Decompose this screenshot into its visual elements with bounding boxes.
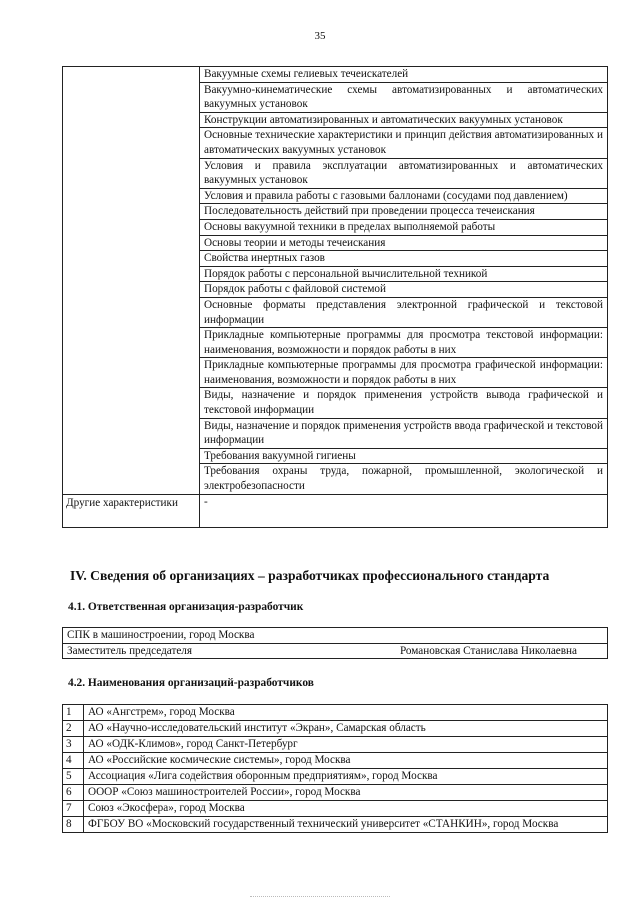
other-characteristics-row — [63, 494, 608, 527]
section-heading: IV. Сведения об организациях – разработчиках профессионального стандарта — [70, 568, 550, 583]
representative-position: Заместитель председателя — [63, 643, 274, 659]
developer-name: АО «Ангстрем», город Москва — [84, 705, 608, 721]
developer-row — [63, 769, 608, 785]
developer-name: ОООР «Союз машиностроителей России», город Москва — [84, 785, 608, 801]
scan-artifact-line — [250, 896, 390, 898]
knowledge-item: Основные форматы представления электронной графической и текстовой информации — [200, 297, 608, 327]
knowledge-item: Свойства инертных газов — [200, 251, 608, 267]
developer-row — [63, 721, 608, 737]
knowledge-table — [62, 66, 608, 528]
knowledge-item: Последовательность действий при проведении процесса течеискания — [200, 204, 608, 220]
developer-name: АО «ОДК-Климов», город Санкт-Петербург — [84, 737, 608, 753]
developer-number: 3 — [63, 737, 84, 753]
knowledge-table-body — [63, 67, 608, 528]
developer-number: 1 — [63, 705, 84, 721]
developer-number: 2 — [63, 721, 84, 737]
knowledge-item: Прикладные компьютерные программы для просмотра графической информации: наименования, возможности и порядок работы в них — [200, 358, 608, 388]
developer-row — [63, 705, 608, 721]
developer-name: Ассоциация «Лига содействия оборонным предприятиям», город Москва — [84, 769, 608, 785]
developer-number: 6 — [63, 785, 84, 801]
knowledge-item: Основные технические характеристики и принцип действия автоматизированных и автоматических вакуумных установок — [200, 128, 608, 158]
organization-name: СПК в машиностроении, город Москва — [63, 628, 608, 644]
developer-name: АО «Научно-исследовательский институт «Экран», Самарская область — [84, 721, 608, 737]
knowledge-item: Виды, назначение и порядок применения устройств ввода графической и текстовой информации — [200, 418, 608, 448]
developer-number: 4 — [63, 753, 84, 769]
subsection-heading-4-2: 4.2. Наименования организаций-разработчиков — [68, 677, 314, 689]
developer-name: Союз «Экосфера», город Москва — [84, 801, 608, 817]
developer-organizations-table — [62, 704, 608, 833]
developer-number: 5 — [63, 769, 84, 785]
knowledge-item: Порядок работы с персональной вычислительной техникой — [200, 266, 608, 282]
knowledge-item: Порядок работы с файловой системой — [200, 282, 608, 298]
knowledge-item: Конструкции автоматизированных и автоматических вакуумных установок — [200, 112, 608, 128]
developer-row — [63, 817, 608, 833]
knowledge-row — [63, 67, 608, 83]
knowledge-item: Условия и правила эксплуатации автоматизированных и автоматических вакуумных установок — [200, 158, 608, 188]
knowledge-item: Прикладные компьютерные программы для просмотра текстовой информации: наименования, возможности и порядок работы в них — [200, 328, 608, 358]
knowledge-label-cell — [63, 67, 200, 495]
knowledge-item: Основы вакуумной техники в пределах выполняемой работы — [200, 219, 608, 235]
knowledge-item: Требования вакуумной гигиены — [200, 448, 608, 464]
knowledge-item: Виды, назначение и порядок применения устройств вывода графической и текстовой информации — [200, 388, 608, 418]
developer-name: АО «Российские космические системы», город Москва — [84, 753, 608, 769]
organization-row — [63, 628, 608, 644]
developer-organizations-body — [63, 705, 608, 833]
representative-name: Романовская Станислава Николаевна — [273, 643, 607, 659]
developer-number: 7 — [63, 801, 84, 817]
subsection-heading-4-1: 4.1. Ответственная организация-разработчик — [68, 601, 304, 613]
developer-name: ФГБОУ ВО «Московский государственный технический университет «СТАНКИН», город Москва — [84, 817, 608, 833]
developer-row — [63, 785, 608, 801]
knowledge-item: Вакуумные схемы гелиевых течеискателей — [200, 67, 608, 83]
knowledge-item: Условия и правила работы с газовыми баллонами (сосудами под давлением) — [200, 188, 608, 204]
other-characteristics-label: Другие характеристики — [63, 494, 200, 527]
page-number: 35 — [314, 30, 326, 42]
developer-row — [63, 753, 608, 769]
responsible-organization-table — [62, 627, 608, 659]
developer-row — [63, 737, 608, 753]
developer-number: 8 — [63, 817, 84, 833]
knowledge-item: Требования охраны труда, пожарной, промышленной, экологической и электробезопасности — [200, 464, 608, 494]
knowledge-item: Вакуумно-кинематические схемы автоматизированных и автоматических вакуумных установок — [200, 82, 608, 112]
knowledge-item: Основы теории и методы течеискания — [200, 235, 608, 251]
other-characteristics-value: - — [200, 494, 608, 527]
representative-row — [63, 643, 608, 659]
developer-row — [63, 801, 608, 817]
